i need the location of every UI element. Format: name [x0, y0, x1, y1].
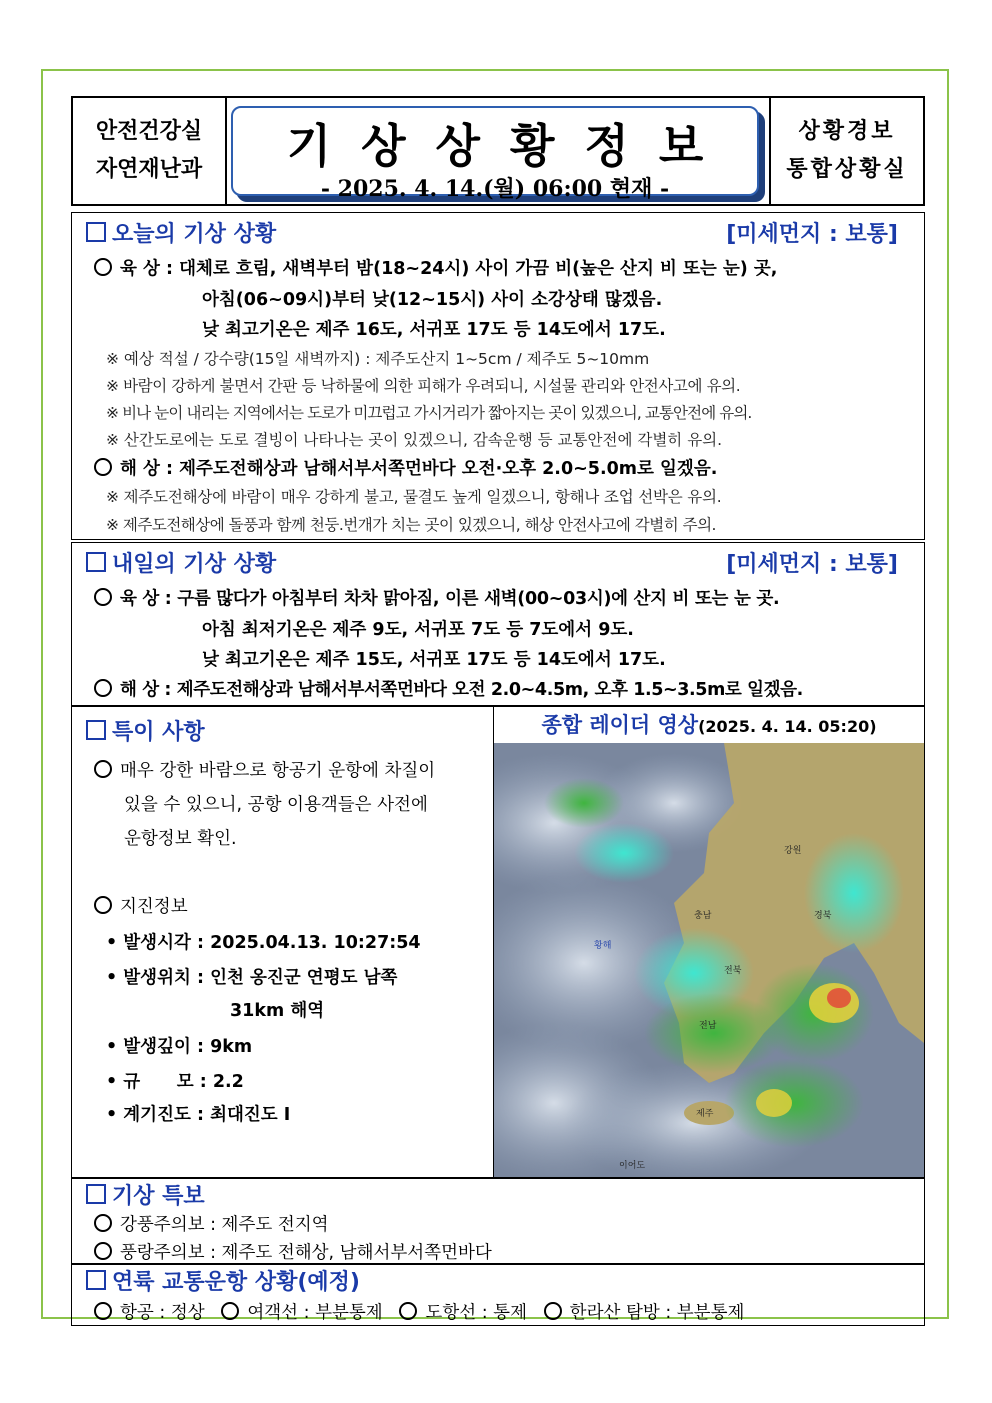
- tomorrow-sea-label: 해 상 :: [120, 680, 171, 700]
- office-line-2: 통합상황실: [786, 157, 908, 182]
- radar-label-jeonbuk: 전북: [724, 966, 742, 976]
- circle-bullet-icon: [399, 1302, 417, 1320]
- special-heading: [86, 715, 205, 746]
- tomorrow-land-row-1: [94, 585, 779, 610]
- traffic-ferry: 여객선 : 부분통제: [247, 1303, 383, 1323]
- today-sea-label: 해 상 :: [120, 459, 173, 479]
- warning-heading-text: 기상 특보: [112, 1184, 205, 1209]
- today-note-1: ※ 예상 적설 / 강수량(15일 새벽까지) : 제주도산지 1~5cm / 제주도 5~10mm: [106, 350, 650, 368]
- circle-bullet-icon: [94, 1242, 112, 1260]
- tomorrow-land-label: 육 상 :: [120, 589, 172, 609]
- radar-label-yellow-sea: 황해: [594, 941, 612, 951]
- circle-bullet-icon: [94, 1214, 112, 1232]
- tomorrow-dust: [미세먼지 : 보통]: [726, 552, 898, 577]
- tomorrow-sea-1: 제주도전해상과 남해서부서쪽먼바다 오전 2.0~4.5m, 오후 1.5~3.5m로 일겠음.: [176, 680, 803, 700]
- today-sea-row: [94, 455, 717, 480]
- office-line-1: 상황경보: [798, 119, 896, 144]
- today-land-label: 육 상 :: [120, 259, 173, 279]
- today-land-row-1: [94, 255, 777, 280]
- quake-location-value: 인천 옹진군 연평도 남쪽: [210, 968, 398, 988]
- radar-title-text: 종합 레이더 영상: [541, 713, 699, 737]
- checkbox-icon: [86, 552, 106, 572]
- quake-time-label: 발생시각 :: [123, 933, 204, 953]
- radar-label-ieodo: 이어도: [619, 1161, 646, 1171]
- tomorrow-land-1: 구름 많다가 아침부터 차차 맑아짐, 이른 새벽(00~03시)에 산지 비 또는 눈 곳.: [177, 589, 780, 609]
- special-text-1: 매우 강한 바람으로 항공기 운항에 차질이: [120, 761, 436, 781]
- radar-label-gyeongbuk: 경북: [814, 911, 832, 921]
- quake-intensity-label: 계기진도 :: [123, 1105, 204, 1125]
- today-dust: [미세먼지 : 보통]: [726, 222, 898, 247]
- radar-timestamp: (2025. 4. 14. 05:20): [698, 717, 877, 736]
- checkbox-icon: [86, 720, 106, 740]
- quake-heading-text: 지진정보: [120, 897, 188, 917]
- quake-depth-value: 9km: [210, 1037, 253, 1057]
- tomorrow-sea-row: [94, 676, 803, 701]
- warning-text-1: 강풍주의보 : 제주도 전지역: [120, 1215, 329, 1235]
- document-header: [71, 96, 925, 206]
- today-land-2: 아침(06~09시)부터 낮(12~15시) 사이 소강상태 많겠음.: [202, 290, 663, 310]
- circle-bullet-icon: [94, 588, 112, 606]
- tomorrow-heading-text: 내일의 기상 상황: [112, 552, 277, 577]
- tomorrow-land-2: 아침 최저기온은 제주 9도, 서귀포 7도 등 7도에서 9도.: [202, 620, 634, 640]
- circle-bullet-icon: [221, 1302, 239, 1320]
- warning-text-2: 풍랑주의보 : 제주도 전해상, 남해서부서쪽먼바다: [120, 1243, 492, 1263]
- today-note-5: ※ 제주도전해상에 바람이 매우 강하게 불고, 물결도 높게 일겠으니, 항해나 조업 선박은 유의.: [106, 488, 722, 506]
- quake-depth-label: 발생깊이 :: [123, 1037, 204, 1057]
- quake-magnitude-label: 규 모 :: [123, 1072, 207, 1092]
- radar-label-jeju: 제주: [696, 1109, 714, 1119]
- warning-heading: [86, 1179, 205, 1210]
- quake-time-value: 2025.04.13. 10:27:54: [210, 933, 421, 953]
- radar-label-chungnam: 충남: [694, 911, 712, 921]
- today-land-1: 대체로 흐림, 새벽부터 밤(18~24시) 사이 가끔 비(높은 산지 비 또는 눈) 곳,: [179, 259, 778, 279]
- radar-image: [494, 743, 924, 1177]
- special-item-1b: 있을 수 있으니, 공항 이용객들은 사전에: [124, 795, 428, 815]
- today-land-3: 낮 최고기온은 제주 16도, 서귀포 17도 등 14도에서 17도.: [202, 320, 666, 340]
- today-note-2: ※ 바람이 강하게 불면서 간판 등 낙하물에 의한 피해가 우려되니, 시설물 관리와 안전사고에 유의.: [106, 377, 741, 395]
- document-date: - 2025. 4. 14.(월) 06:00 현재 -: [320, 176, 670, 202]
- quake-heading: [94, 893, 188, 918]
- circle-bullet-icon: [94, 1302, 112, 1320]
- quake-magnitude-value: 2.2: [212, 1072, 244, 1092]
- today-section: [71, 212, 925, 540]
- today-heading-text: 오늘의 기상 상황: [112, 222, 277, 247]
- tomorrow-heading: [86, 547, 912, 578]
- special-item-1c: 운항정보 확인.: [124, 829, 237, 849]
- radar-label-gangwon: 강원: [784, 846, 802, 856]
- checkbox-icon: [86, 1184, 106, 1204]
- today-note-4: ※ 산간도로에는 도로 결빙이 나타나는 곳이 있겠으니, 감속운행 등 교통안전에 각별히 유의.: [106, 431, 723, 449]
- special-heading-text: 특이 사항: [112, 720, 205, 745]
- circle-bullet-icon: [94, 760, 112, 778]
- quake-time: • 발생시각 : 2025.04.13. 10:27:54: [106, 933, 421, 953]
- department-line-1: 안전건강실: [95, 119, 203, 144]
- circle-bullet-icon: [94, 258, 112, 276]
- warning-item-2: [94, 1239, 492, 1264]
- traffic-island-ferry: 도항선 : 통제: [425, 1303, 527, 1323]
- title-box: [231, 106, 759, 202]
- quake-magnitude: • 규 모 : 2.2: [106, 1072, 244, 1092]
- quake-location-label: 발생위치 :: [123, 968, 204, 988]
- circle-bullet-icon: [94, 679, 112, 697]
- special-item-1a: [94, 757, 435, 782]
- today-sea-1: 제주도전해상과 남해서부서쪽먼바다 오전·오후 2.0~5.0m로 일겠음.: [179, 459, 718, 479]
- circle-bullet-icon: [94, 458, 112, 476]
- circle-bullet-icon: [94, 896, 112, 914]
- quake-location: • 발생위치 : 인천 옹진군 연평도 남쪽: [106, 968, 398, 988]
- tomorrow-section: [71, 542, 925, 706]
- circle-bullet-icon: [544, 1302, 562, 1320]
- traffic-heading: [86, 1265, 360, 1296]
- today-note-3: ※ 비나 눈이 내리는 지역에서는 도로가 미끄럽고 가시거리가 짧아지는 곳이 있겠으니, 교통안전에 유의.: [106, 404, 752, 422]
- traffic-section: [71, 1264, 925, 1326]
- warning-section: [71, 1178, 925, 1264]
- department-box: [73, 98, 227, 204]
- document-title: 기상상황정보: [286, 119, 734, 173]
- quake-location-2: 31km 해역: [230, 1001, 325, 1021]
- tomorrow-land-3: 낮 최고기온은 제주 15도, 서귀포 17도 등 14도에서 17도.: [202, 650, 666, 670]
- radar-title: [493, 708, 925, 742]
- traffic-air: 항공 : 정상: [120, 1303, 205, 1323]
- quake-depth: • 발생깊이 : 9km: [106, 1037, 253, 1057]
- today-note-6: ※ 제주도전해상에 돌풍과 함께 천둥.번개가 치는 곳이 있겠으니, 해상 안전사고에 각별히 주의.: [106, 516, 716, 534]
- radar-label-jeonnam: 전남: [699, 1021, 717, 1031]
- quake-intensity-value: 최대진도 Ⅰ: [210, 1105, 291, 1125]
- today-heading: [86, 217, 912, 248]
- traffic-hallasan: 한라산 탐방 : 부분통제: [569, 1303, 745, 1323]
- warning-item-1: [94, 1211, 329, 1236]
- office-box: [769, 98, 923, 204]
- checkbox-icon: [86, 1270, 106, 1290]
- department-line-2: 자연재난과: [95, 157, 203, 182]
- checkbox-icon: [86, 222, 106, 242]
- traffic-heading-text: 연륙 교통운항 상황(예정): [112, 1270, 360, 1295]
- traffic-row: [94, 1299, 744, 1324]
- quake-intensity: • 계기진도 : 최대진도 Ⅰ: [106, 1105, 291, 1125]
